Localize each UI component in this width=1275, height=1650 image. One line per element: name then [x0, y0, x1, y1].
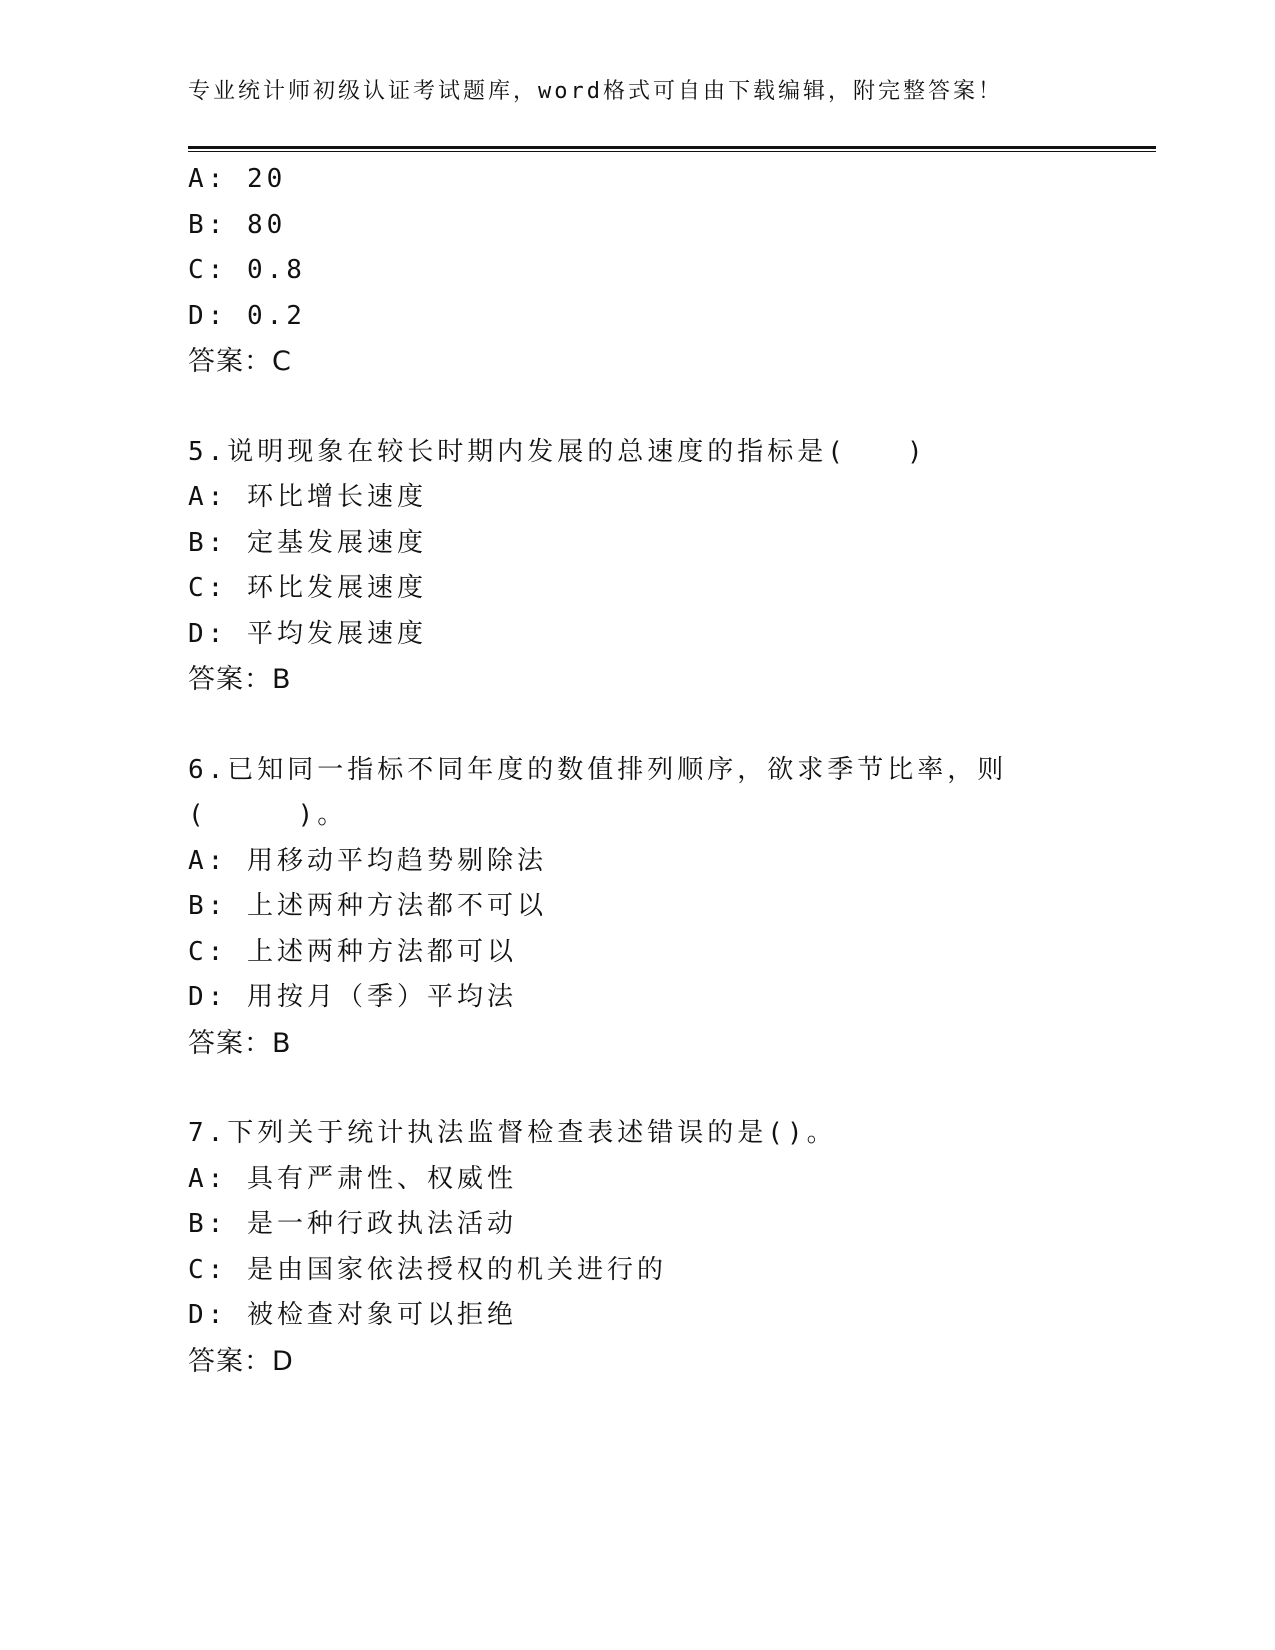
option-a: A: 用移动平均趋势剔除法: [188, 845, 547, 876]
option-d: D: 用按月（季）平均法: [188, 982, 517, 1012]
option-a: A: 环比增长速度: [188, 482, 427, 512]
question-list: [188, 157, 1088, 1384]
question-4: [188, 157, 1088, 385]
option-b: B: 80: [188, 209, 287, 240]
page-header: 专业统计师初级认证考试题库，word格式可自由下载编辑，附完整答案！: [188, 79, 1003, 104]
option-d: D: 0.2: [188, 300, 306, 331]
option-b: B: 上述两种方法都不可以: [188, 891, 547, 921]
question-stem: 7.下列关于统计执法监督检查表述错误的是()。: [188, 1118, 837, 1148]
question-stem: 5.说明现象在较长时期内发展的总速度的指标是( ): [188, 436, 927, 467]
question-stem-continued: ( )。: [188, 800, 348, 830]
answer-line: 答案：C: [188, 346, 292, 377]
header-rule-thick: [188, 146, 1156, 149]
question-stem: 6.已知同一指标不同年度的数值排列顺序，欲求季节比率，则: [188, 754, 1008, 785]
header-rule-thin: [188, 151, 1156, 152]
option-a: A: 具有严肃性、权威性: [188, 1163, 517, 1194]
answer-line: 答案：B: [188, 1027, 292, 1059]
option-b: B: 是一种行政执法活动: [188, 1209, 517, 1239]
option-c: C: 0.8: [188, 255, 306, 285]
option-b: B: 定基发展速度: [188, 527, 427, 558]
question-7: [188, 1111, 1088, 1384]
option-d: D: 平均发展速度: [188, 618, 427, 649]
answer-line: 答案：B: [188, 664, 292, 695]
option-c: C: 是由国家依法授权的机关进行的: [188, 1254, 667, 1285]
question-6: [188, 748, 1088, 1067]
option-a: A: 20: [188, 164, 287, 194]
option-d: D: 被检查对象可以拒绝: [188, 1300, 517, 1330]
question-5: [188, 430, 1088, 703]
option-c: C: 环比发展速度: [188, 573, 427, 603]
option-c: C: 上述两种方法都可以: [188, 936, 517, 967]
answer-line: 答案：D: [188, 1345, 294, 1377]
